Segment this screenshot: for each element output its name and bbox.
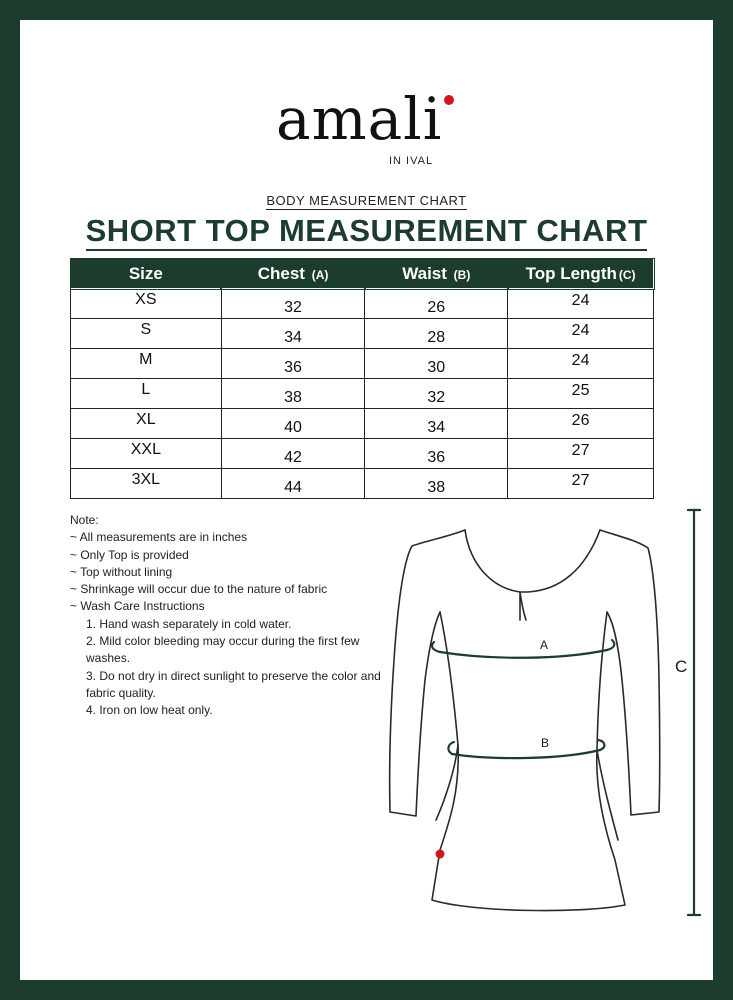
length-cell: 24 bbox=[508, 289, 654, 319]
length-cell: 24 bbox=[508, 319, 654, 349]
size-cell: S bbox=[71, 319, 222, 349]
chart-card bbox=[20, 20, 713, 980]
brand-dot bbox=[444, 95, 454, 105]
table-header-row bbox=[71, 259, 654, 289]
size-cell: XXL bbox=[71, 439, 222, 469]
label-length: C bbox=[675, 657, 688, 676]
header-top-length: Top Length (C) bbox=[508, 259, 654, 289]
length-cell: 25 bbox=[508, 379, 654, 409]
waist-cell: 38 bbox=[365, 469, 508, 499]
label-chest: A bbox=[540, 638, 549, 652]
length-cell: 26 bbox=[508, 409, 654, 439]
brand-wordmark: amali bbox=[276, 85, 443, 153]
length-cell: 24 bbox=[508, 349, 654, 379]
table-row bbox=[71, 439, 654, 469]
chest-cell: 42 bbox=[221, 439, 365, 469]
page-title: SHORT TOP MEASUREMENT CHART bbox=[0, 213, 733, 249]
chest-cell: 40 bbox=[221, 409, 365, 439]
table-row bbox=[71, 349, 654, 379]
note-item: ~ Wash Care Instructions bbox=[70, 599, 205, 614]
waist-cell: 34 bbox=[365, 409, 508, 439]
brand-subtitle: IN IVAL bbox=[389, 155, 434, 167]
table-row bbox=[71, 409, 654, 439]
waist-cell: 36 bbox=[365, 439, 508, 469]
length-cell: 27 bbox=[508, 469, 654, 499]
chart-kicker: BODY MEASUREMENT CHART bbox=[266, 193, 467, 208]
size-cell: M bbox=[71, 349, 222, 379]
table-row bbox=[71, 469, 654, 499]
waist-cell: 32 bbox=[365, 379, 508, 409]
header-size: Size bbox=[71, 259, 222, 289]
chest-cell: 38 bbox=[221, 379, 365, 409]
note-item: ~ Shrinkage will occur due to the nature of fabric bbox=[70, 582, 328, 597]
length-cell: 27 bbox=[508, 439, 654, 469]
care-item: 3. Do not dry in direct sunlight to preserve the color and fabric quality. bbox=[86, 668, 381, 700]
size-cell: 3XL bbox=[71, 469, 222, 499]
care-item: 2. Mild color bleeding may occur during the first few washes. bbox=[86, 634, 360, 666]
chest-cell: 34 bbox=[221, 319, 365, 349]
care-list bbox=[86, 616, 390, 720]
table-row bbox=[71, 319, 654, 349]
header-chest: Chest (A) bbox=[221, 259, 365, 289]
table-row bbox=[71, 379, 654, 409]
waist-cell: 26 bbox=[365, 289, 508, 319]
note-item: ~ Only Top is provided bbox=[70, 547, 189, 562]
label-waist: B bbox=[541, 736, 550, 750]
table-row bbox=[71, 289, 654, 319]
chest-cell: 44 bbox=[221, 469, 365, 499]
notes-block bbox=[70, 512, 390, 720]
note-item: ~ All measurements are in inches bbox=[70, 530, 248, 545]
size-table bbox=[70, 258, 654, 499]
note-item: ~ Top without lining bbox=[70, 564, 173, 579]
waist-cell: 30 bbox=[365, 349, 508, 379]
header-waist: Waist (B) bbox=[365, 259, 508, 289]
size-cell: XS bbox=[71, 289, 222, 319]
size-cell: L bbox=[71, 379, 222, 409]
chest-cell: 32 bbox=[221, 289, 365, 319]
waist-cell: 28 bbox=[365, 319, 508, 349]
care-item: 1. Hand wash separately in cold water. bbox=[86, 616, 292, 631]
notes-heading: Note: bbox=[70, 513, 99, 527]
size-cell: XL bbox=[71, 409, 222, 439]
chest-cell: 36 bbox=[221, 349, 365, 379]
care-item: 4. Iron on low heat only. bbox=[86, 703, 213, 718]
